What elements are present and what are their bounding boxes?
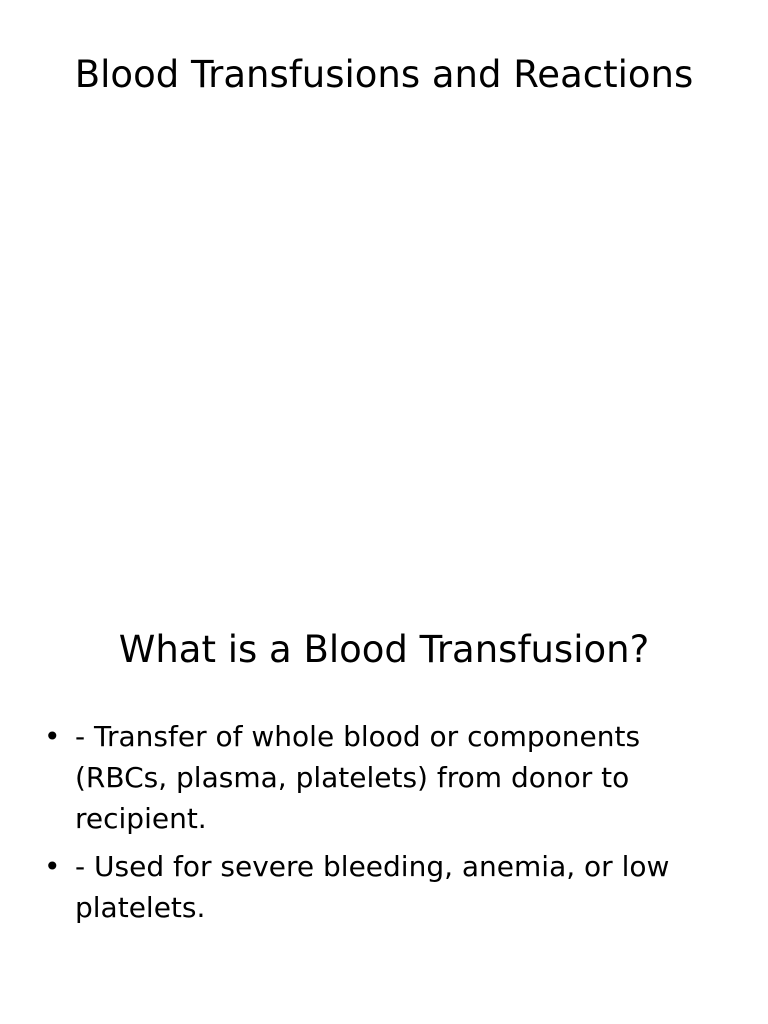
bullet-item — [0, 846, 768, 928]
bullet-icon: • — [44, 850, 61, 883]
bullet-item — [0, 716, 768, 839]
slide-title: Blood Transfusions and Reactions — [74, 53, 694, 96]
bullet-text: - Used for severe bleeding, anemia, or low platelets. — [75, 850, 670, 924]
bullet-text: - Transfer of whole blood or components (RBCs, plasma, platelets) from donor to recipient. — [75, 720, 641, 835]
slide-what-is-transfusion — [0, 576, 768, 1024]
bullet-icon: • — [44, 720, 61, 753]
slide-title: What is a Blood Transfusion? — [118, 628, 650, 671]
bullet-list — [0, 716, 768, 935]
